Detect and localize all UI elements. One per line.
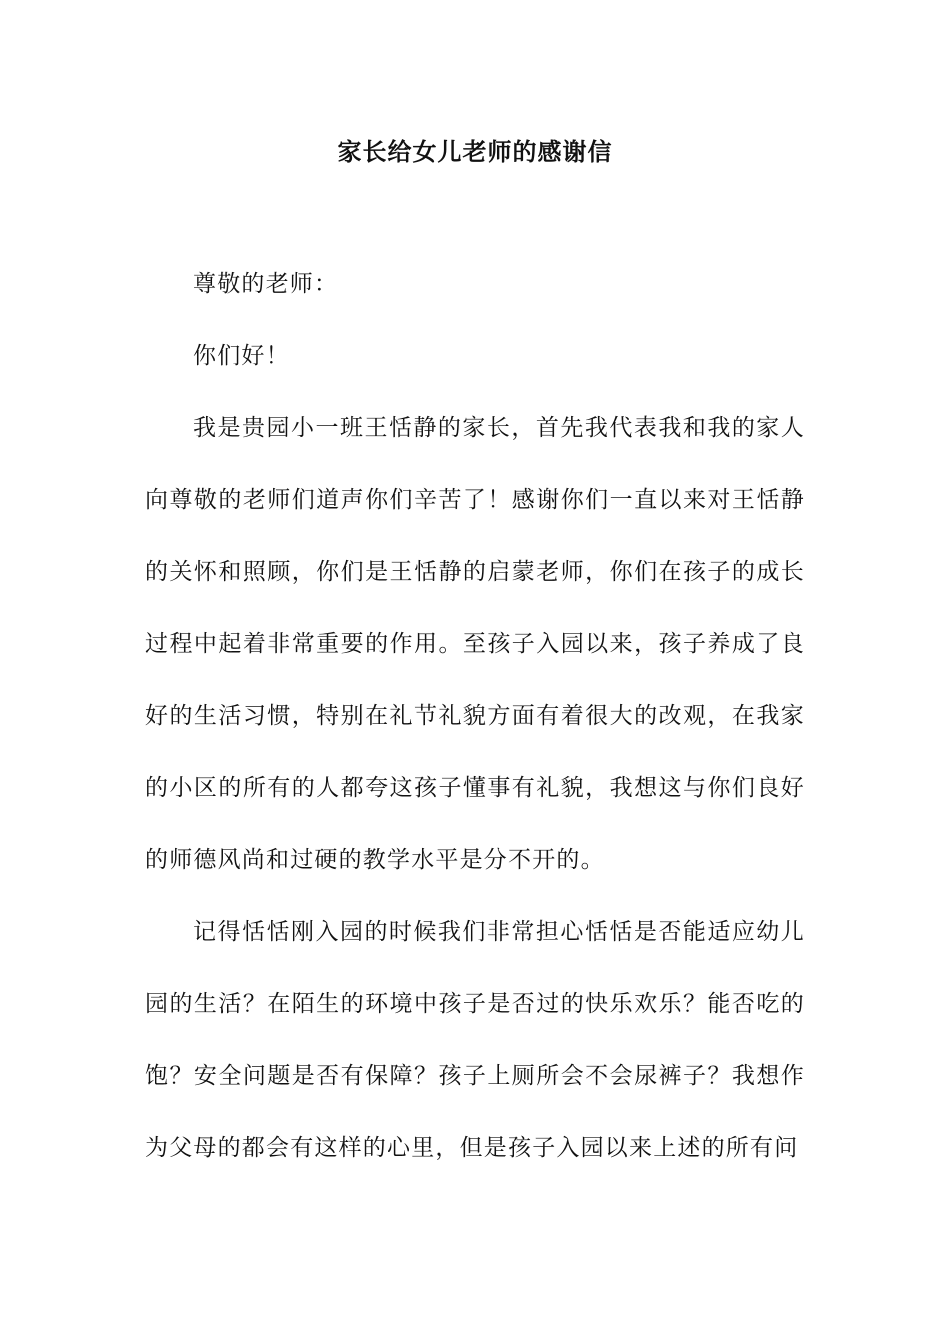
salutation: 尊敬的老师：: [193, 271, 339, 297]
letter-title: 家长给女儿老师的感谢信: [337, 137, 613, 166]
paragraph-2: 记得恬恬刚入园的时候我们非常担心恬恬是否能适应幼儿园的生活？在陌生的环境中孩子是否过的快乐欢乐？能否吃的饱？安全问题是否有保障？孩子上厕所会不会尿裤子？我想作为父母的都会有这样的心里，但是孩子入园以来上述的所有问: [145, 919, 805, 1161]
letter-body: [145, 248, 805, 1184]
greeting: 你们好！: [193, 343, 290, 369]
paragraph-1: 我是贵园小一班王恬静的家长，首先我代表我和我的家人向尊敬的老师们道声你们辛苦了！感谢你们一直以来对王恬静的关怀和照顾，你们是王恬静的启蒙老师，你们在孩子的成长过程中起着非常重要的作用。至孩子入园以来，孩子养成了良好的生活习惯，特别在礼节礼貌方面有着很大的改观，在我家的小区的所有的人都夸这孩子懂事有礼貌，我想这与你们良好的师德风尚和过硬的教学水平是分不开的。: [145, 415, 805, 873]
